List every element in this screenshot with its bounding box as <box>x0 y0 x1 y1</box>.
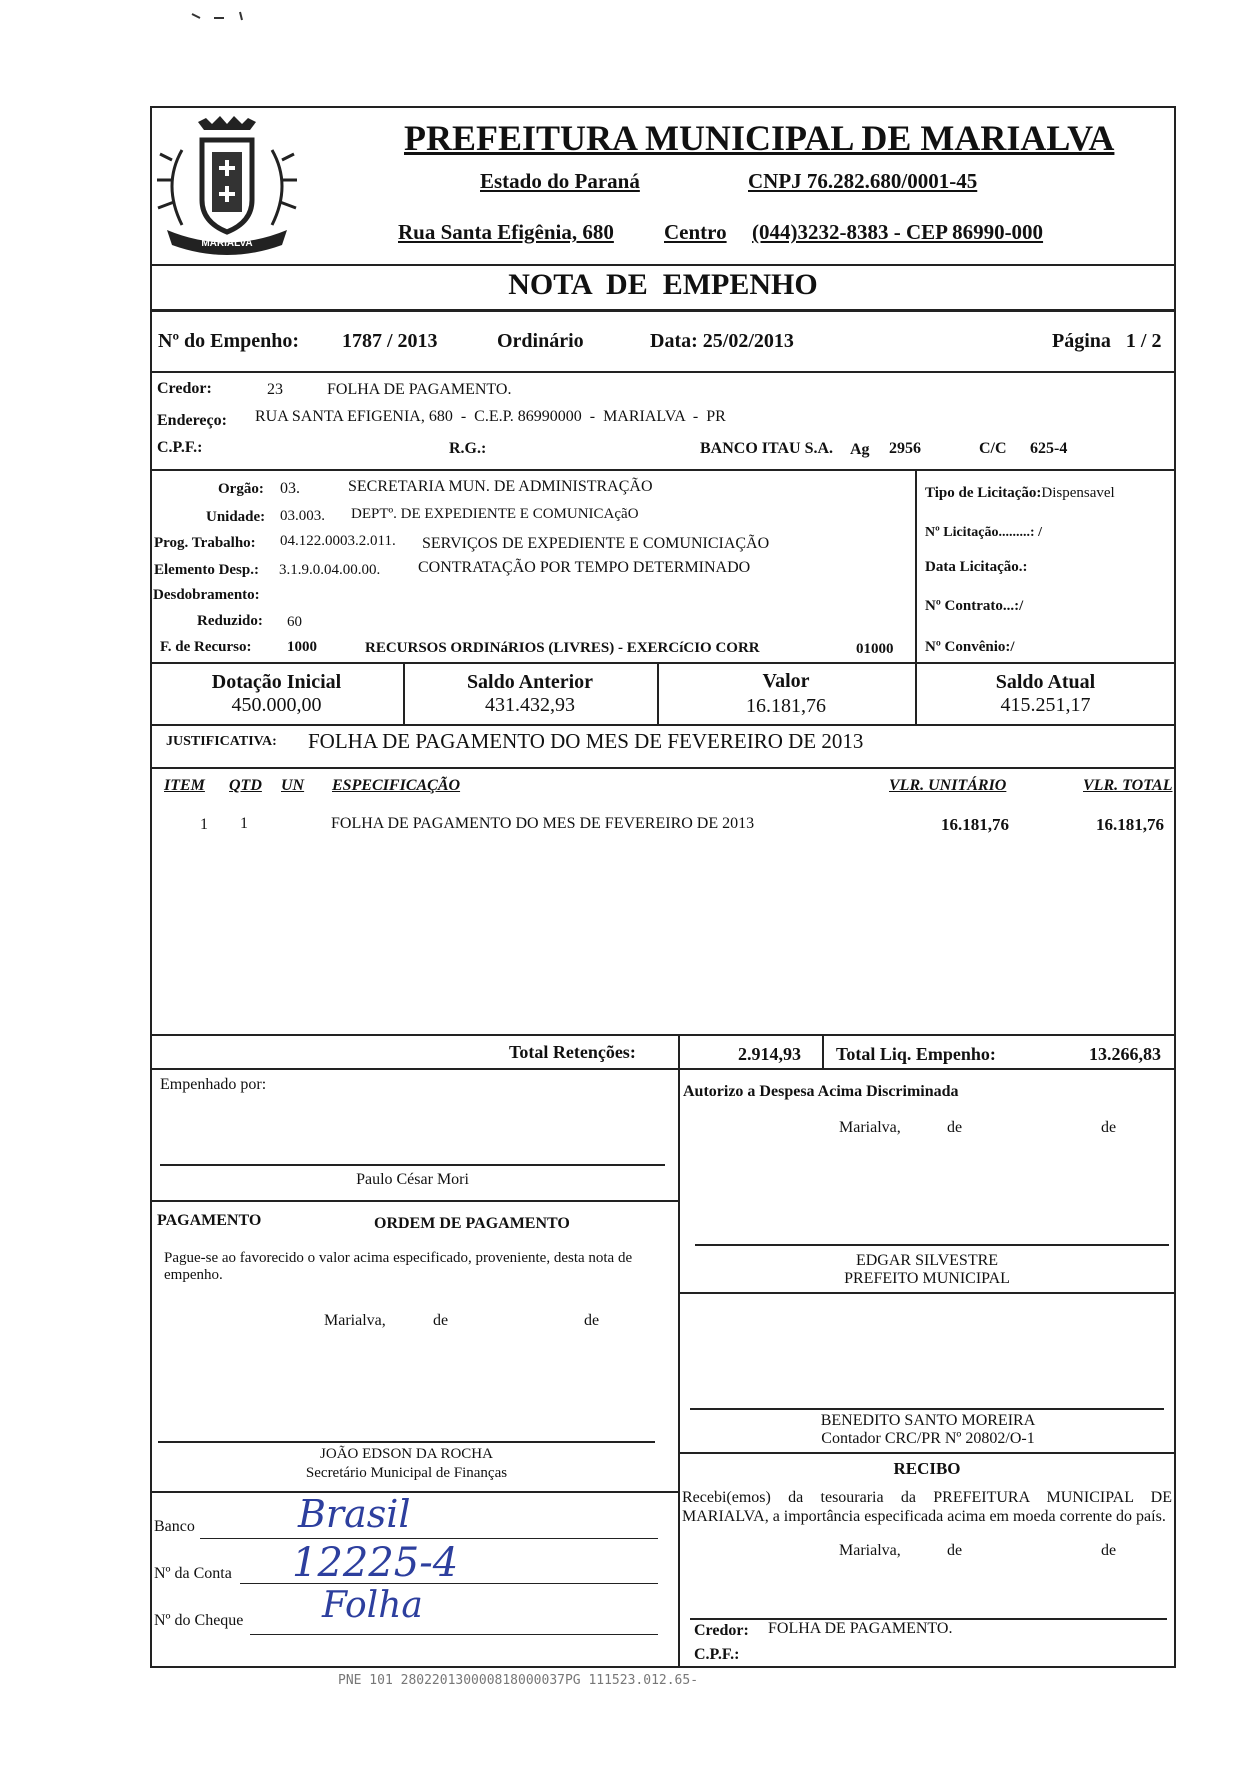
pagamento-de-2: de <box>584 1312 600 1329</box>
divider <box>150 1491 678 1493</box>
recibo-credor-value: FOLHA DE PAGAMENTO. <box>768 1620 953 1637</box>
divider <box>150 309 1176 312</box>
recibo-de-1: de <box>947 1542 963 1559</box>
recibo-title: RECIBO <box>893 1459 961 1478</box>
retencoes-value: 2.914,93 <box>738 1044 801 1064</box>
dotacao-label: Dotação Inicial <box>211 671 342 693</box>
divider <box>150 371 1176 373</box>
credor-name: FOLHA DE PAGAMENTO. <box>327 381 512 398</box>
valor-value: 16.181,76 <box>746 695 826 717</box>
tipo-licitacao-label-text: Tipo de Licitação: <box>925 485 1042 501</box>
recibo-text: Recebi(emos) da tesouraria da PREFEITURA MUNICIPAL DE MARIALVA, a importância especificada acima em moeda corrente do país. <box>682 1489 1172 1526</box>
col-header-item: ITEM <box>164 777 205 794</box>
empenho-date: Data: 25/02/2013 <box>650 330 794 352</box>
tipo-licitacao-label <box>925 485 1115 502</box>
document-title: NOTA DE EMPENHO <box>508 268 818 301</box>
autorizo-de-2: de <box>1101 1119 1117 1136</box>
reduzido-label: Reduzido: <box>197 613 263 629</box>
row-espec: FOLHA DE PAGAMENTO DO MES DE FEVEREIRO DE 2013 <box>331 815 755 832</box>
row-unit: 16.181,76 <box>941 815 1009 834</box>
divider <box>150 1200 678 1202</box>
recibo-cpf-label: C.P.F.: <box>694 1646 740 1663</box>
divider <box>678 1068 680 1668</box>
unidade-label: Unidade: <box>206 509 266 525</box>
liquido-label: Total Liq. Empenho: <box>836 1044 996 1064</box>
banco-line <box>200 1538 658 1539</box>
desdobramento-label: Desdobramento: <box>153 587 260 603</box>
orgao-label: Orgão: <box>218 481 264 497</box>
secretario-cargo: Secretário Municipal de Finanças <box>305 1465 508 1481</box>
autorizo-marialva: Marialva, <box>839 1119 901 1136</box>
agencia-label: Ag <box>850 441 870 458</box>
endereco-value: RUA SANTA EFIGENIA, 680 - C.E.P. 86990000 - MARIALVA - PR <box>255 408 726 425</box>
col-header-qtd: QTD <box>229 777 262 794</box>
orgao-name: SECRETARIA MUN. DE ADMINISTRAÇÃO <box>348 478 653 495</box>
col-header-espec: ESPECIFICAÇÃO <box>332 777 461 794</box>
divider <box>678 1034 680 1068</box>
footer-code: PNE 101 280220130000818000037PG 111523.012.65- <box>338 1673 699 1688</box>
cheque-handwritten: Folha <box>322 1585 423 1626</box>
svg-text:MARIALVA: MARIALVA <box>201 238 253 249</box>
header-centro: Centro <box>664 220 727 244</box>
empenhado-label: Empenhado por: <box>160 1076 267 1093</box>
saldo-anterior-value: 431.432,93 <box>485 694 575 716</box>
elemento-code: 3.1.9.0.04.00.00. <box>279 562 381 578</box>
page-title: PREFEITURA MUNICIPAL DE MARIALVA <box>404 118 1115 158</box>
conta-label: C/C <box>979 440 1007 457</box>
prog-trabalho-name: SERVIÇOS DE EXPEDIENTE E COMUNICIAÇÃO <box>422 535 770 552</box>
header-cnpj: CNPJ 76.282.680/0001-45 <box>748 169 978 193</box>
valor-label: Valor <box>762 670 810 692</box>
signature-line <box>695 1244 1169 1246</box>
recurso-label: F. de Recurso: <box>160 639 252 655</box>
rg-label: R.G.: <box>449 440 487 457</box>
signature-line <box>160 1164 665 1166</box>
divider <box>150 1034 1176 1036</box>
divider <box>150 662 1176 664</box>
autorizo-label: Autorizo a Despesa Acima Discriminada <box>683 1083 959 1100</box>
row-item: 1 <box>200 816 208 833</box>
banco-handwritten: Brasil <box>298 1492 411 1536</box>
ordem-pagamento-text: Pague-se ao favorecido o valor acima especificado, proveniente, desta nota de empenho. <box>164 1250 633 1284</box>
justificativa-label: JUSTIFICATIVA: <box>166 734 277 749</box>
cpf-label: C.P.F.: <box>157 439 203 456</box>
elemento-label: Elemento Desp.: <box>154 562 259 578</box>
liquido-value: 13.266,83 <box>1089 1044 1161 1064</box>
justificativa-text: FOLHA DE PAGAMENTO DO MES DE FEVEREIRO DE 2013 <box>308 729 864 753</box>
divider <box>678 1452 1176 1454</box>
tipo-licitacao-value: Dispensavel <box>1041 485 1115 501</box>
numero-contrato: Nº Contrato...:/ <box>925 598 1024 614</box>
recurso-code: 1000 <box>287 639 317 655</box>
prefeito-nome: EDGAR SILVESTRE <box>855 1252 999 1269</box>
recibo-de-2: de <box>1101 1542 1117 1559</box>
row-total: 16.181,76 <box>1096 815 1164 834</box>
signature-line <box>158 1441 655 1443</box>
scan-mark <box>190 8 260 22</box>
col-header-un: UN <box>281 777 305 794</box>
prog-trabalho-code: 04.122.0003.2.011. <box>280 533 396 549</box>
saldo-atual-value: 415.251,17 <box>1000 694 1091 716</box>
col-header-total: VLR. TOTAL <box>1083 777 1173 794</box>
saldo-anterior-label: Saldo Anterior <box>466 671 594 693</box>
recibo-marialva: Marialva, <box>839 1542 901 1559</box>
elemento-name: CONTRATAÇÃO POR TEMPO DETERMINADO <box>418 559 751 576</box>
empenho-type: Ordinário <box>497 330 584 352</box>
header-fone-cep: (044)3232-8383 - CEP 86990-000 <box>752 220 1044 244</box>
empenhado-nome: Paulo César Mori <box>356 1171 469 1188</box>
ordem-pagamento-label: ORDEM DE PAGAMENTO <box>374 1215 570 1232</box>
credor-label: Credor: <box>157 380 212 397</box>
divider <box>822 1034 824 1068</box>
cheque-line <box>250 1634 658 1635</box>
recurso-extra: 01000 <box>856 641 894 657</box>
numero-convenio: Nº Convênio:/ <box>925 639 1015 655</box>
dotacao-value: 450.000,00 <box>231 694 322 716</box>
data-licitacao: Data Licitação.: <box>925 559 1028 575</box>
divider <box>150 469 1176 471</box>
endereco-label: Endereço: <box>157 412 227 429</box>
unidade-name: DEPTº. DE EXPEDIENTE E COMUNICAçãO <box>351 506 639 522</box>
prog-trabalho-label: Prog. Trabalho: <box>154 535 256 551</box>
recurso-name: RECURSOS ORDINáRIOS (LIVRES) - EXERCíCIO CORR <box>365 640 760 656</box>
conta-value: 625-4 <box>1030 440 1068 457</box>
signature-line <box>690 1408 1164 1410</box>
retencoes-label: Total Retenções: <box>509 1042 636 1062</box>
secretario-nome: JOÃO EDSON DA ROCHA <box>320 1446 493 1462</box>
divider <box>915 469 917 662</box>
coat-of-arms-icon <box>152 110 302 260</box>
unidade-code: 03.003. <box>280 508 325 524</box>
row-qtd: 1 <box>240 815 248 832</box>
pagamento-label: PAGAMENTO <box>157 1212 262 1229</box>
banco-label: Banco <box>154 1518 195 1535</box>
recibo-credor-label: Credor: <box>694 1622 749 1639</box>
empenho-number: 1787 / 2013 <box>342 330 438 352</box>
autorizo-de-1: de <box>947 1119 963 1136</box>
reduzido-value: 60 <box>287 614 302 630</box>
divider <box>678 1292 1176 1294</box>
saldo-atual-label: Saldo Atual <box>995 671 1096 693</box>
page-number: Página 1 / 2 <box>1052 330 1162 352</box>
divider <box>150 264 1176 266</box>
cheque-label: Nº do Cheque <box>154 1612 244 1629</box>
contador-nome: BENEDITO SANTO MOREIRA <box>820 1412 1036 1429</box>
divider <box>150 724 1176 726</box>
orgao-code: 03. <box>280 480 300 497</box>
agencia-value: 2956 <box>889 440 921 457</box>
contador-cargo: Contador CRC/PR Nº 20802/O-1 <box>821 1430 1035 1447</box>
divider <box>150 767 1176 769</box>
prefeito-cargo: PREFEITO MUNICIPAL <box>844 1270 1010 1287</box>
numero-licitacao: Nº Licitação.........: / <box>925 525 1042 540</box>
conta-handwritten: 12225-4 <box>292 1540 459 1586</box>
scan-mark-icon <box>190 8 260 22</box>
credor-code: 23 <box>267 381 283 398</box>
col-header-unit: VLR. UNITÁRIO <box>889 777 1007 794</box>
conta-pagamento-label: Nº da Conta <box>154 1565 232 1582</box>
empenho-label: Nº do Empenho: <box>158 330 300 352</box>
banco-name: BANCO ITAU S.A. <box>700 440 834 457</box>
pagamento-de-1: de <box>433 1312 449 1329</box>
pagamento-marialva: Marialva, <box>324 1312 386 1329</box>
header-estado: Estado do Paraná <box>480 169 640 193</box>
divider <box>150 1068 1176 1070</box>
header-rua: Rua Santa Efigênia, 680 <box>398 220 614 244</box>
